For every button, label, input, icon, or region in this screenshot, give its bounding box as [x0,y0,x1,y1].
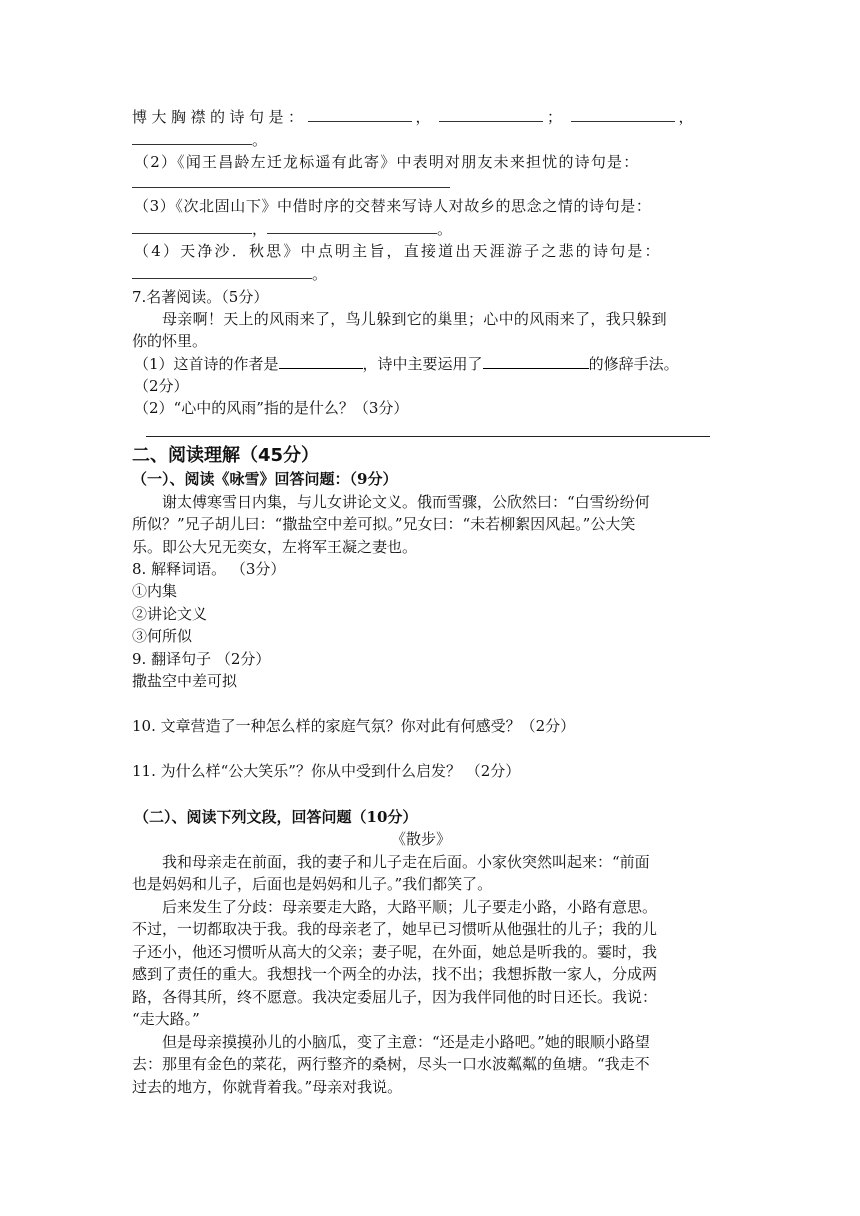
poetry-q4: （4）天净沙．秋思》中点明主旨，直接道出天涯游子之悲的诗句是： [134,242,662,260]
answer-blank[interactable] [267,219,437,234]
q8-item-1: ①内集 [132,582,178,600]
q7-sub1-text-a: （1）这首诗的作者是 [134,355,279,373]
poetry-q3-answers [132,219,452,239]
q8-title: 8. 解释词语。 （3分） [132,560,286,578]
punct: ； [547,108,567,126]
rhetoric-blank[interactable] [483,354,589,369]
punct: 。 [312,265,328,283]
essay-title: 《散步》 [391,830,452,848]
q11-title: 11. 为什么样“公大笑乐”？你从中受到什么启发？ （2分） [132,762,521,780]
q7-sub1-text-c: 的修辞手法。 [588,355,679,373]
essay-p3-line-1: 但是母亲摸摸孙儿的小脑瓜，变了主意：“还是走小路吧。”她的眼顺小路望 [162,1033,650,1051]
section-2-heading: 二、阅读理解（45分） [132,445,320,466]
classical-text-line-3: 乐。即公大兄无奕女，左将军王凝之妻也。 [132,538,418,556]
answer-blank[interactable] [132,130,252,145]
punct: ， [678,108,699,126]
part-2-heading: （二）、阅读下列文段，回答问题（10分） [134,808,418,826]
q7-sub2-answer-line[interactable] [146,436,710,437]
essay-p2-line-5: 路，各得其所，终不愿意。我决定委屈儿子，因为我伴同他的时日还长。我说： [132,988,658,1006]
essay-p3-line-2: 去：那里有金色的菜花，两行整齐的桑树，尽头一口水波粼粼的鱼塘。“我走不 [132,1055,650,1073]
poetry-line-2 [132,130,267,150]
q9-title: 9. 翻译句子 （2分） [132,650,271,668]
essay-p2-line-4: 感到了责任的重大。我想找一个两全的办法，找不出；我想拆散一家人，分成两 [132,965,658,983]
poetry-q2-answer-line[interactable] [132,187,450,188]
essay-p2-line-2: 不过，一切都取决于我。我的母亲老了，她早已习惯听从他强壮的儿子；我的儿 [132,920,658,938]
punct: 。 [437,220,453,238]
poetry-q4-answer [132,264,327,284]
classical-text-line-2: 所似？”兄子胡儿曰：“撒盐空中差可拟。”兄女曰：“未若柳絮因风起。”公大笑 [132,515,636,533]
punct: 。 [252,131,268,149]
q8-item-2: ②讲论文义 [132,605,208,623]
q9-sentence: 撒盐空中差可拟 [132,672,238,690]
q8-item-3: ③何所似 [132,627,193,645]
q7-title: 7.名著阅读。（5分） [132,288,269,306]
punct: ， [252,220,268,238]
essay-p1-line-2: 也是妈妈和儿子，后面也是妈妈和儿子。”我们都笑了。 [132,875,493,893]
answer-blank[interactable] [132,219,252,234]
poetry-line-1-prefix: 博大胸襟的诗句是： [132,108,308,126]
q7-sub2: （2）“心中的风雨”指的是什么？（3分） [134,399,409,417]
answer-blank[interactable] [132,264,312,279]
q7-sub1-score: （2分） [134,377,189,395]
poetry-q2: （2）《闻王昌龄左迁龙标遥有此寄》中表明对朋友未来担忧的诗句是： [134,153,640,171]
punct: ， [415,108,436,126]
essay-p2-line-6: “走大路。” [132,1010,200,1028]
essay-p2-line-1: 后来发生了分歧：母亲要走大路，大路平顺；儿子要走小路，小路有意思。 [162,898,658,916]
q7-poem-line-1: 母亲啊！天上的风雨来了，鸟儿躲到它的巢里；心中的风雨来了，我只躲到 [162,310,667,328]
answer-blank[interactable] [439,107,543,122]
answer-blank[interactable] [571,107,675,122]
q10-title: 10. 文章营造了一种怎么样的家庭气氛？你对此有何感受？（2分） [132,717,576,735]
classical-text-line-1: 谢太傅寒雪日内集，与儿女讲论文义。俄而雪骤，公欣然曰：“白雪纷纷何 [162,493,650,511]
q7-poem-line-2: 你的怀里。 [132,332,208,350]
poetry-q3: （3）《次北固山下》中借时序的交替来写诗人对故乡的思念之情的诗句是： [134,197,652,215]
q7-sub1-text-b: ，诗中主要运用了 [362,355,483,373]
author-blank[interactable] [279,354,363,369]
part-1-heading: （一）、阅读《咏雪》回答问题：（9分） [132,470,398,488]
q7-sub1 [134,354,679,374]
essay-p3-line-3: 过去的地方，你就背着我。”母亲对我说。 [132,1078,403,1096]
answer-blank[interactable] [308,107,412,122]
essay-p1-line-1: 我和母亲走在前面，我的妻子和儿子走在后面。小家伙突然叫起来：“前面 [162,853,650,871]
poetry-line-1 [132,107,702,127]
essay-p2-line-3: 子还小，他还习惯听从高大的父亲；妻子呢，在外面，她总是听我的。霎时，我 [132,943,658,961]
